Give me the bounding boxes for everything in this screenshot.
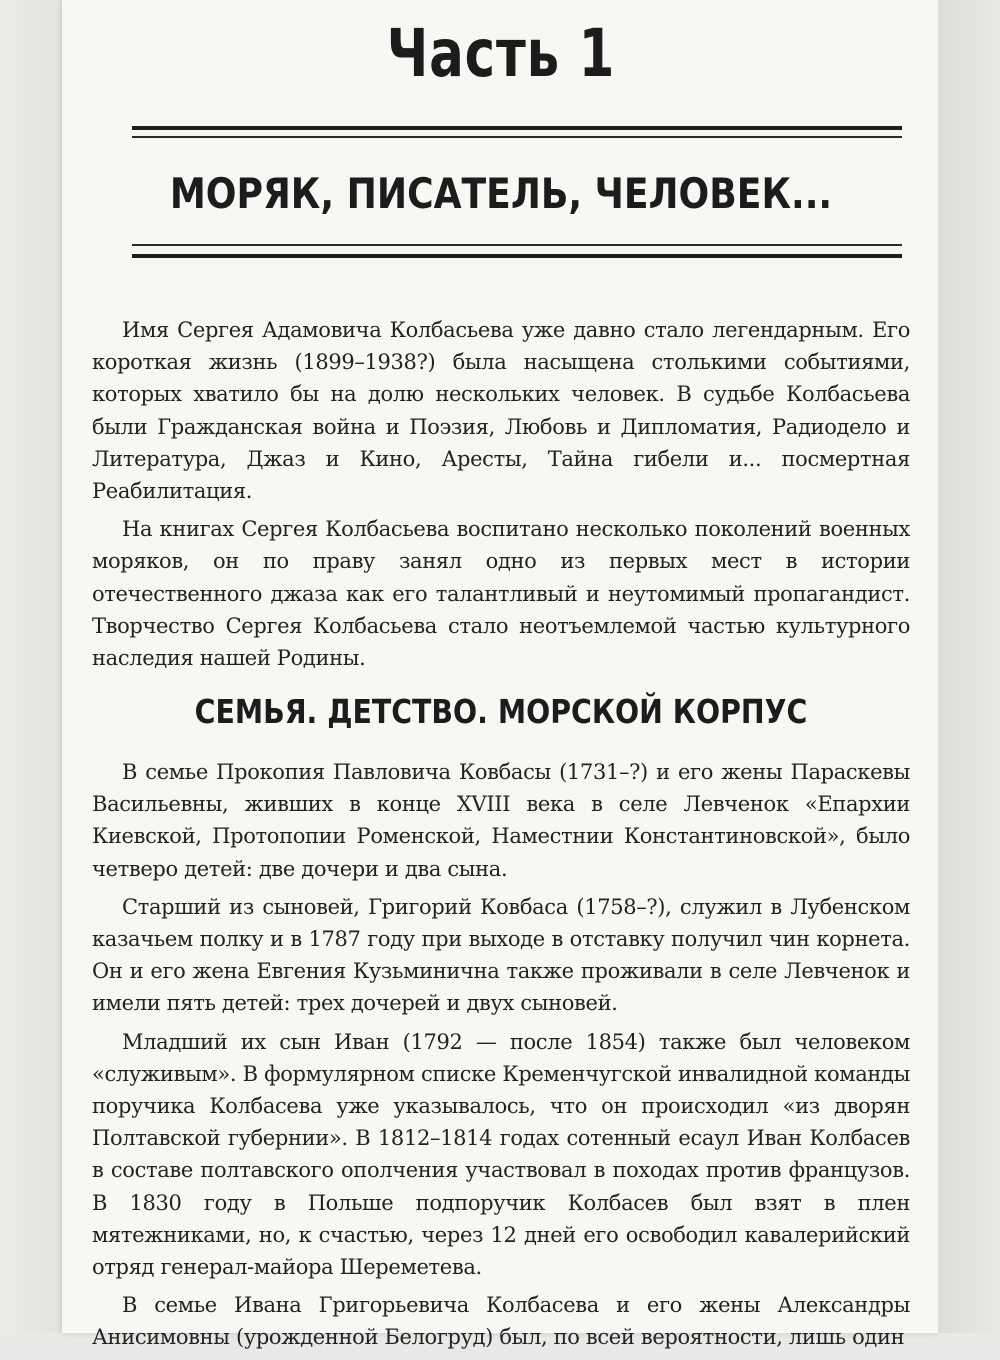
- intro-text: [92, 314, 910, 680]
- title-rule-bottom-thick: [132, 254, 902, 258]
- title-rule-top-thin: [132, 136, 902, 138]
- part-title: Часть 1: [386, 15, 616, 92]
- chapter-title: МОРЯК, ПИСАТЕЛЬ, ЧЕЛОВЕК...: [169, 169, 833, 218]
- section-title: СЕМЬЯ. ДЕТСТВО. МОРСКОЙ КОРПУС: [194, 692, 808, 731]
- paragraph: В семье Ивана Григорьевича Колбасева и его жены Александры Анисимовны (урожденной Белогруд) был, по всей вероятности, лишь один: [92, 1293, 910, 1350]
- section-text: [92, 756, 910, 1360]
- paragraph: Старший из сыновей, Григорий Ковбаса (1758–?), служил в Лубенском казачьем полку и в 1787 году при выходе в отставку получил чин корнета. Он и его жена Евгения Кузьминична также проживали в селе Левченок и имели пять детей: трех дочерей и двух сыновей.: [92, 894, 910, 1016]
- paragraph: В семье Прокопия Павловича Ковбасы (1731–?) и его жены Параскевы Васильевны, живших в конце XVIII века в селе Левченок «Епархии Киевской, Протопопии Роменской, Наместнии Константиновской», было четверо детей: две дочери и два сына.: [92, 760, 910, 881]
- paragraph: Младший их сын Иван (1792 — после 1854) также был человеком «служивым». В формулярном списке Кременчугской инвалидной команды поручика Колбасева уже указывалось, что он происходил «из дворян Полтавской губернии». В 1812–1814 годах сотенный есаул Иван Колбасев в составе полтавского ополчения участвовал в походах против французов. В 1830 году в Польше подпоручик Колбасев был взят в плен мятежниками, но, к счастью, через 12 дней его освободил кавалерийский отряд генерал-майора Шереметева.: [92, 1029, 910, 1280]
- page-gutter-left: [0, 0, 62, 1333]
- title-rule-top-thick: [132, 126, 902, 130]
- page-gutter-right: [938, 0, 1000, 1333]
- paragraph: На книгах Сергея Колбасьева воспитано несколько поколений военных моряков, он по праву занял одно из первых мест в истории отечественного джаза как его талантливый и неутомимый пропагандист. Творчество Сергея Колбасьева стало неотъемлемой частью культурного наследия нашей Родины.: [92, 517, 910, 671]
- title-rule-bottom-thin: [132, 244, 902, 246]
- paragraph: Имя Сергея Адамовича Колбасьева уже давно стало легендарным. Его короткая жизнь (1899–1938?) была насыщена столькими событиями, которых хватило бы на долю нескольких человек. В судьбе Колбасьева были Гражданская война и Поэзия, Любовь и Дипломатия, Радиоделo и Литература, Джаз и Кино, Аресты, Тайна гибели и... посмертная Реабилитация.: [92, 318, 910, 504]
